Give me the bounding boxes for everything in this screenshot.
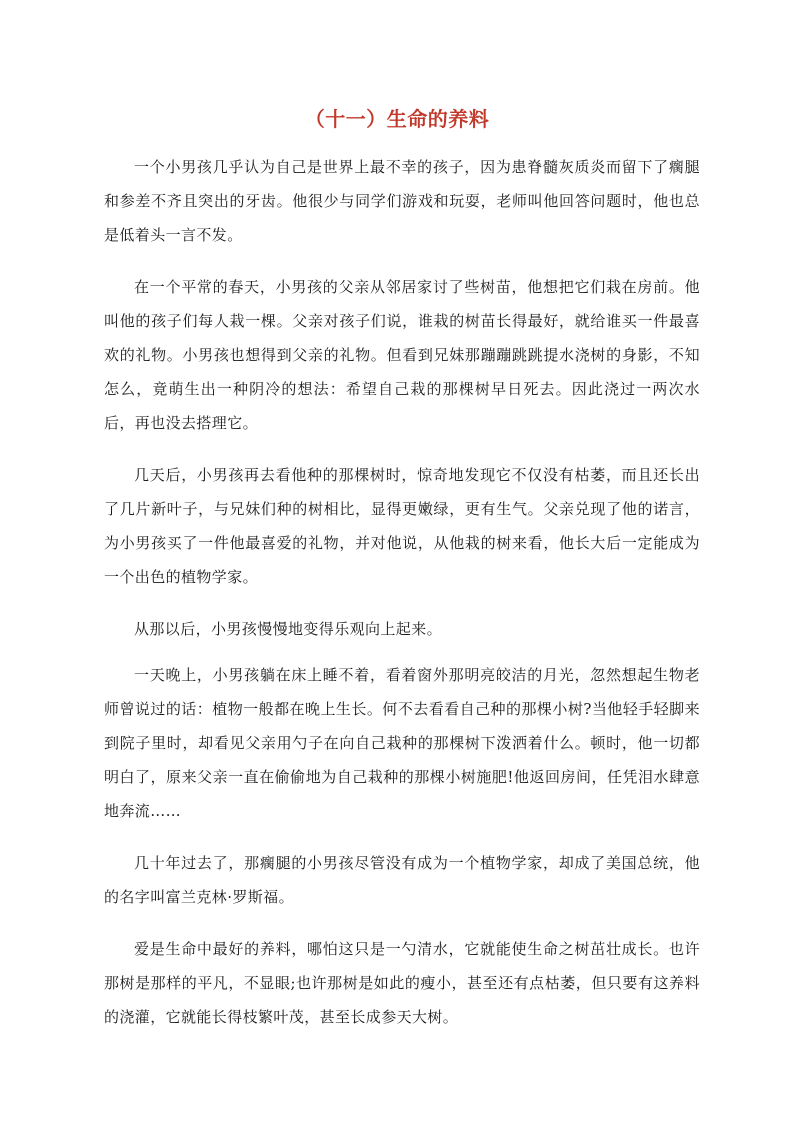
paragraph-7: 爱是生命中最好的养料，哪怕这只是一勺清水，它就能使生命之树茁壮成长。也许那树是那样的平凡，不显眼;也许那树是如此的瘦小，甚至还有点枯萎，但只要有这养料的浇灌，它就能长得枝繁叶茂，甚至长成参天大树。: [104, 940, 700, 1026]
article-body: [104, 150, 700, 1052]
paragraph-1: 一个小男孩几乎认为自己是世界上最不幸的孩子，因为患脊髓灰质炎而留下了瘸腿和参差不齐且突出的牙齿。他很少与同学们游戏和玩耍，老师叫他回答问题时，他也总是低着头一言不发。: [104, 158, 700, 244]
paragraph-5: 一天晚上，小男孩躺在床上睡不着，看着窗外那明亮皎洁的月光，忽然想起生物老师曾说过的话：植物一般都在晚上生长。何不去看看自己种的那棵小树?当他轻手轻脚来到院子里时，却看见父亲用勺子在向自己栽种的那棵树下泼洒着什么。顿时，他一切都明白了，原来父亲一直在偷偷地为自己栽种的那棵小树施肥!他返回房间，任凭泪水肆意地奔流……: [104, 666, 700, 820]
paragraph-3: 几天后，小男孩再去看他种的那棵树时，惊奇地发现它不仅没有枯萎，而且还长出了几片新叶子，与兄妹们种的树相比，显得更嫩绿，更有生气。父亲兑现了他的诺言，为小男孩买了一件他最喜爱的礼物，并对他说，从他栽的树来看，他长大后一定能成为一个出色的植物学家。: [104, 466, 700, 586]
page-title: （十一）生命的养料: [304, 107, 490, 131]
paragraph-2: 在一个平常的春天，小男孩的父亲从邻居家讨了些树苗，他想把它们栽在房前。他叫他的孩子们每人栽一棵。父亲对孩子们说，谁栽的树苗长得最好，就给谁买一件最喜欢的礼物。小男孩也想得到父亲的礼物。但看到兄妹那蹦蹦跳跳提水浇树的身影，不知怎么，竟萌生出一种阴冷的想法：希望自己栽的那棵树早日死去。因此浇过一两次水后，再也没去搭理它。: [104, 278, 700, 432]
paragraph-4: 从那以后，小男孩慢慢地变得乐观向上起来。: [134, 620, 443, 638]
paragraph-6: 几十年过去了，那瘸腿的小男孩尽管没有成为一个植物学家，却成了美国总统，他的名字叫富兰克林·罗斯福。: [104, 854, 700, 906]
